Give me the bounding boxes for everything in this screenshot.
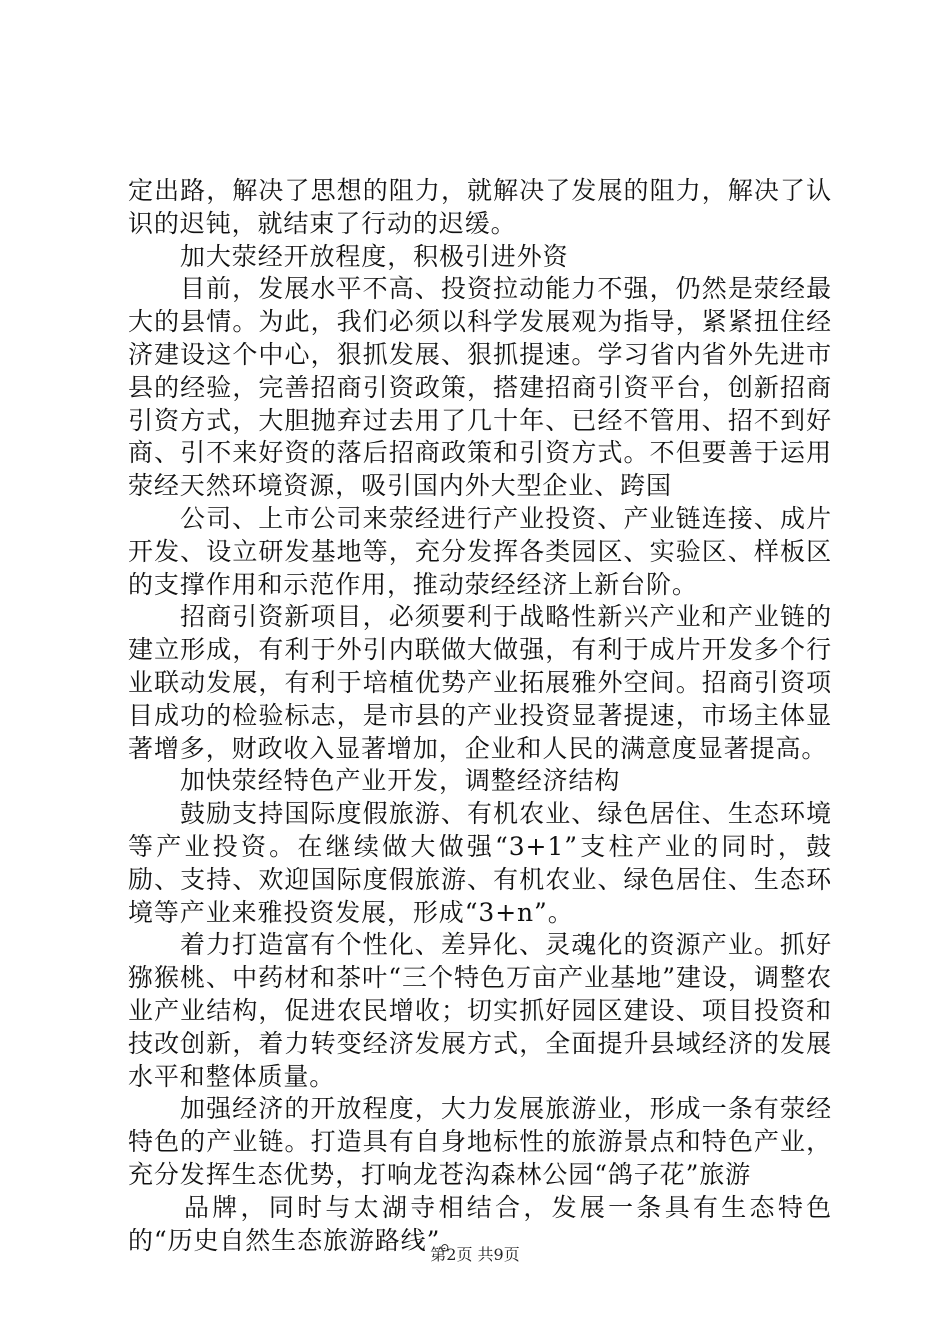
section-heading-special-industry: 加快荥经特色产业开发，调整经济结构 bbox=[180, 766, 621, 796]
paragraph-continuation: 定出路，解决了思想的阻力，就解决了发展的阻力，解决了认识的迟钝，就结束了行动的迟缓。 bbox=[128, 176, 832, 238]
paragraph-investment-situation: 目前，发展水平不高、投资拉动能力不强，仍然是荥经最大的县情。为此，我们必须以科学发展观为指导，紧紧扭住经济建设这个中心，狠抓发展、狠抓提速。学习省内省外先进市县的经验，完善招商引资政策，搭建招商引资平台，创新招商引资方式，大胆抛弃过去用了几十年、已经不管用、招不到好商、引不来好资的落后招商政策和引资方式。不但要善于运用荥经天然环境资源，吸引国内外大型企业、跨国 bbox=[128, 274, 832, 501]
paragraph-tourism-route: 品牌，同时与太湖寺相结合，发展一条具有生态特色的“历史自然生态旅游路线”。 bbox=[128, 1192, 832, 1255]
paragraph-new-projects: 招商引资新项目，必须要利于战略性新兴产业和产业链的建立形成，有利于外引内联做大做强，有利于成片开发多个行业联动发展，有利于培植优势产业拓展雅外空间。招商引资项目成功的检验标志，是市县的产业投资显著提速，市场主体显著增多，财政收入显著增加，企业和人民的满意度显著提高。 bbox=[128, 602, 832, 763]
document-body bbox=[128, 175, 832, 1257]
paragraph-company-investment: 公司、上市公司来荥经进行产业投资、产业链连接、成片开发、设立研发基地等，充分发挥各类园区、实验区、样板区的支撑作用和示范作用，推动荥经经济上新台阶。 bbox=[128, 503, 832, 599]
paragraph-tourism: 加强经济的开放程度，大力发展旅游业，形成一条有荥经特色的产业链。打造具有自身地标性的旅游景点和特色产业，充分发挥生态优势，打响龙苍沟森林公园“鸽子花”旅游 bbox=[128, 1094, 832, 1189]
paragraph-resource-industry: 着力打造富有个性化、差异化、灵魂化的资源产业。抓好猕猴桃、中药材和茶叶“三个特色万亩产业基地”建设，调整农业产业结构，促进农民增收；切实抓好园区建设、项目投资和技改创新，着力转变经济发展方式，全面提升县域经济的发展水平和整体质量。 bbox=[128, 930, 832, 1091]
paragraph-encourage-investment: 鼓励支持国际度假旅游、有机农业、绿色居住、生态环境等产业投资。在继续做大做强“3+1”支柱产业的同时，鼓励、支持、欢迎国际度假旅游、有机农业、绿色居住、生态环境等产业来雅投资发展，形成“3+n”。 bbox=[128, 799, 832, 927]
page-number-footer: 第2页 共9页 bbox=[430, 1245, 520, 1264]
section-heading-open-investment: 加大荥经开放程度，积极引进外资 bbox=[180, 241, 569, 271]
